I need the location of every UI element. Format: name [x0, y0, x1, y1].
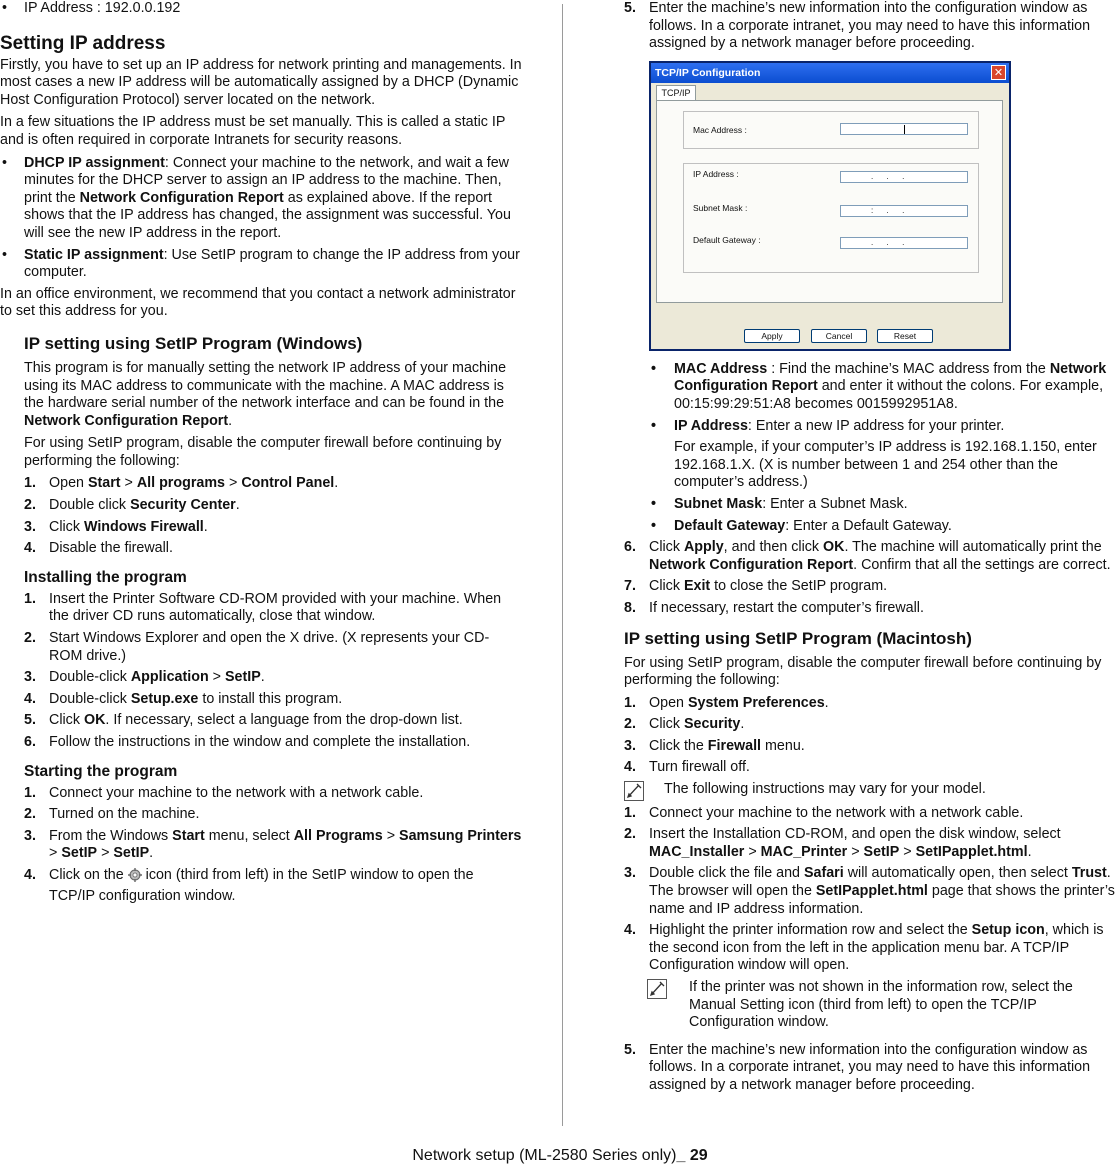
right-step-8: 8. If necessary, restart the computer’s firewall.: [624, 599, 924, 616]
mac-address-field[interactable]: [840, 123, 968, 135]
start-step-4: 4. Click on the icon (third from left) in the SetIP window to open the TCP/IP configuration window.: [24, 866, 474, 904]
gateway-label: Default Gateway :: [693, 234, 761, 245]
page-footer: [0, 1147, 1120, 1165]
right-step-7: 7. Click Exit to close the SetIP program.: [624, 578, 888, 595]
setup-gear-icon: [128, 868, 142, 888]
mac-install-step-1: 1. Connect your machine to the network with a network cable.: [624, 804, 1024, 821]
dhcp-bullet: • DHCP IP assignment: Connect your machine to the network, and wait a few minutes for the DHCP server to assign an IP address to the machine. Then, print the Network Configuration Report as explained above. If the report shows that the IP address has changed, the assignment was successful. You will see the new IP address in the report.: [2, 154, 511, 241]
mac-install-step-2: 2. Insert the Installation CD-ROM, and open the disk window, select MAC_Installer > MAC_Printer > SetIP > SetIPapplet.html.: [624, 826, 1061, 860]
start-step-2: 2. Turned on the machine.: [24, 806, 200, 823]
mac-step-4: 4. Turn firewall off.: [624, 759, 750, 776]
setting-paragraph-1: Firstly, you have to set up an IP address for network printing and managements. In most cases a new IP address will be automatically assigned by a DHCP (Dynamic Host Configuration Protocol) server located on the network.: [0, 56, 522, 108]
mac-label: Mac Address :: [693, 124, 747, 135]
setting-paragraph-2: In a few situations the IP address must be set manually. This is called a static IP and is often required in corporate Intranets for security reasons.: [0, 114, 506, 148]
starting-title: Starting the program: [24, 762, 178, 780]
win-step-1: 1. Open Start > All programs > Control Panel.: [24, 475, 339, 492]
install-step-6: 6. Follow the instructions in the window and complete the installation.: [24, 734, 471, 750]
start-step-1: 1. Connect your machine to the network with a network cable.: [24, 784, 424, 801]
windows-paragraph-1: This program is for manually setting the network IP address of your machine using its MAC address to communicate with the machine. A MAC address is the hardware serial number of the network interface and can be found in the Network Configuration Report.: [24, 359, 507, 429]
right-column: [624, 0, 1120, 1099]
ip-address-field[interactable]: . . .: [840, 171, 968, 183]
mac-step-1: 1. Open System Preferences.: [624, 694, 829, 711]
mac-install-step-4: 4. Highlight the printer information row and select the Setup icon, which is the second icon from the left in the application menu bar. A TCP/IP Configuration window will open.: [624, 922, 1104, 974]
ip-address-line: • IP Address : 192.0.0.192: [2, 0, 181, 16]
close-icon[interactable]: ✕: [991, 65, 1006, 80]
mac-install-step-3: 3. Double click the file and Safari will automatically open, then select Trust. The browser will open the SetIPapplet.html page that shows the printer’s name and IP address information.: [624, 865, 1115, 917]
install-step-3: 3. Double-click Application > SetIP.: [24, 669, 265, 686]
install-step-5: 5. Click OK. If necessary, select a language from the drop-down list.: [24, 712, 463, 729]
dialog-panel: [656, 100, 1003, 303]
install-step-4: 4. Double-click Setup.exe to install this program.: [24, 690, 343, 707]
tab-tcpip[interactable]: TCP/IP: [656, 85, 696, 101]
install-step-2: 2. Start Windows Explorer and open the X drive. (X represents your CD-ROM drive.): [24, 630, 490, 664]
install-step-1: 1. Insert the Printer Software CD-ROM provided with your machine. When the driver CD runs automatically, close that window.: [24, 590, 502, 625]
left-column: [0, 0, 522, 909]
windows-section: [0, 333, 522, 905]
win-step-3: 3. Click Windows Firewall.: [24, 518, 208, 535]
mac-install-step-5: 5. Enter the machine’s new information into the configuration window as follows. In a corporate intranet, you may need to have this information assigned by a network manager before proceeding.: [624, 1041, 1091, 1093]
installing-title: Installing the program: [24, 568, 187, 586]
column-divider: [562, 4, 563, 1126]
note-printer-not-shown: If the printer was not shown in the information row, select the Manual Setting icon (third from left) to open the TCP/IP Configuration window.: [624, 979, 1120, 1032]
ip-address-bullet: • IP Address: Enter a new IP address for your printer.: [651, 417, 1005, 434]
dialog-title: TCP/IP Configuration: [651, 63, 1009, 83]
right-step-6: 6. Click Apply, and then click OK. The machine will automatically print the Network Configuration Report. Confirm that all the settings are correct.: [624, 539, 1111, 573]
mac-address-bullet: • MAC Address : Find the machine’s MAC address from the Network Configuration Report and enter it without the colons. For example, 00:15:99:29:51:A8 becomes 0015992951A8.: [651, 360, 1107, 412]
win-step-2: 2. Double click Security Center.: [24, 497, 240, 514]
page-number: _ 29: [676, 1147, 708, 1164]
apply-button[interactable]: Apply: [744, 329, 800, 343]
win-step-4: 4. Disable the firewall.: [24, 540, 173, 557]
office-paragraph: In an office environment, we recommend that you contact a network administrator to set this address for you.: [0, 285, 516, 320]
setting-ip-title: Setting IP address: [0, 32, 166, 54]
subnet-mask-bullet: • Subnet Mask: Enter a Subnet Mask.: [651, 495, 908, 512]
subnet-mask-field[interactable]: : . .: [840, 205, 968, 217]
note-pencil-icon: [647, 979, 667, 999]
mac-step-2: 2. Click Security.: [624, 716, 745, 733]
default-gateway-field[interactable]: . . .: [840, 237, 968, 249]
cancel-button[interactable]: Cancel: [811, 329, 867, 343]
reset-button[interactable]: Reset: [877, 329, 933, 343]
subnet-label: Subnet Mask :: [693, 202, 748, 213]
mac-step-3: 3. Click the Firewall menu.: [624, 737, 805, 754]
windows-section-title: IP setting using SetIP Program (Windows): [24, 333, 363, 353]
windows-paragraph-2: For using SetIP program, disable the computer firewall before continuing by performing the following:: [24, 435, 502, 469]
tcpip-config-dialog: [649, 61, 1011, 351]
macintosh-paragraph: For using SetIP program, disable the computer firewall before continuing by performing the following:: [624, 654, 1102, 689]
right-step-5: 5. Enter the machine’s new information into the configuration window as follows. In a corporate intranet, you may need to have this information assigned by a network manager before proceeding.: [624, 0, 1091, 52]
start-step-3: 3. From the Windows Start menu, select All Programs > Samsung Printers > SetIP > SetIP.: [24, 827, 522, 862]
default-gateway-bullet: • Default Gateway: Enter a Default Gateway.: [651, 517, 952, 534]
static-bullet: • Static IP assignment: Use SetIP program to change the IP address from your computer.: [2, 246, 520, 281]
note-pencil-icon: [624, 781, 644, 801]
note-vary-model: The following instructions may vary for your model.: [624, 781, 1120, 799]
macintosh-section-title: IP setting using SetIP Program (Macintosh): [624, 628, 972, 648]
ip-label: IP Address :: [693, 168, 739, 179]
ip-example: For example, if your computer’s IP address is 192.168.1.150, enter 192.168.1.X. (X is number between 1 and 254 other than the computer’s address.): [674, 439, 1097, 491]
footer-title: Network setup (ML-2580 Series only): [412, 1147, 677, 1164]
